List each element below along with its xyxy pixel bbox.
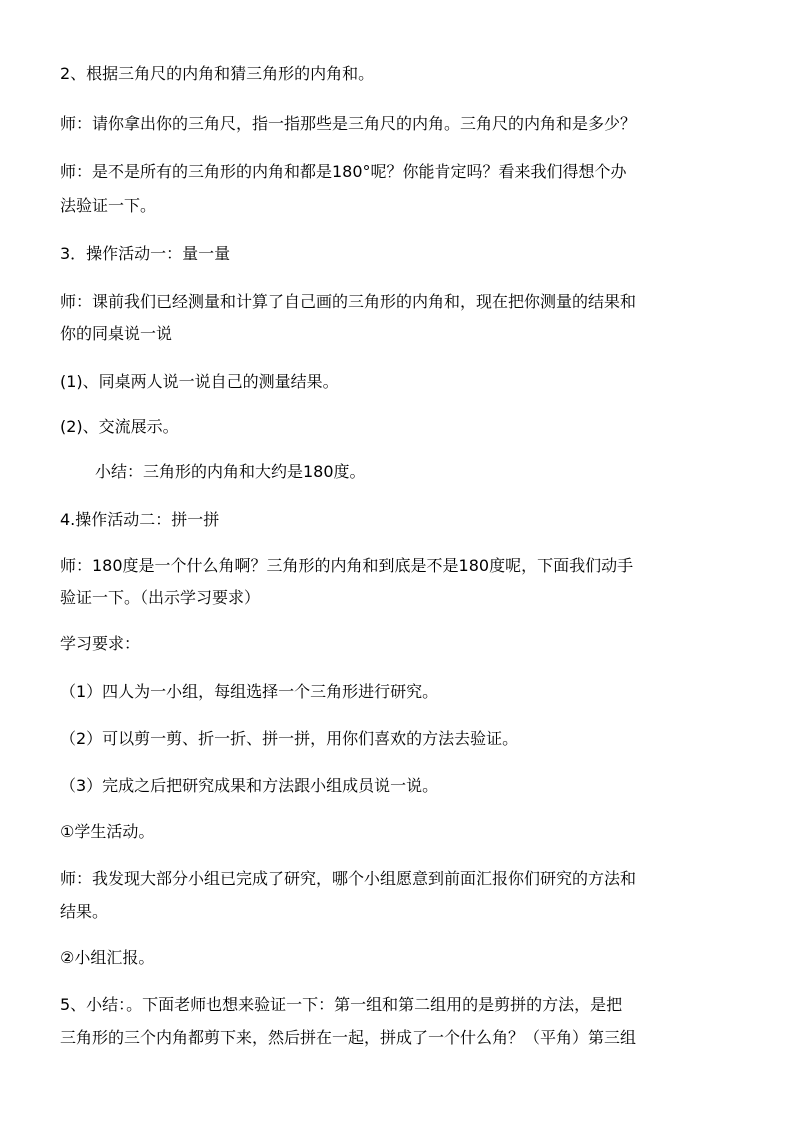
requirements-heading: 学习要求： [60,634,141,653]
paragraph-line: 法验证一下。 [60,196,157,215]
paragraph-line: 三角形的三个内角都剪下来，然后拼在一起，拼成了一个什么角？（平角）第三组 [60,1028,637,1047]
heading-step-3: 3．操作活动一：量一量 [60,244,231,263]
heading-step-4: 4.操作活动二：拼一拼 [60,510,220,529]
paragraph-line: 你的同桌说一说 [60,324,173,343]
paragraph-line: 师：我发现大部分小组已完成了研究，哪个小组愿意到前面汇报你们研究的方法和 [60,869,637,888]
requirement-item: （2）可以剪一剪、折一折、拼一拼，用你们喜欢的方法去验证。 [60,729,519,748]
paragraph-line: 结果。 [60,902,109,921]
heading-step-2: 2、根据三角尺的内角和猜三角形的内角和。 [60,64,375,83]
paragraph-line: 验证一下。（出示学习要求） [60,588,261,607]
requirement-item: （3）完成之后把研究成果和方法跟小组成员说一说。 [60,776,439,795]
activity-item: ②小组汇报。 [60,948,155,967]
list-item: (2)、交流展示。 [60,417,179,436]
paragraph-line: 师：请你拿出你的三角尺，指一指那些是三角尺的内角。三角尺的内角和是多少？ [60,114,637,133]
requirement-item: （1）四人为一小组，每组选择一个三角形进行研究。 [60,682,439,701]
summary-line: 小结：三角形的内角和大约是180度。 [95,462,366,481]
activity-item: ①学生活动。 [60,822,155,841]
heading-step-5: 5、小结：。下面老师也想来验证一下：第一组和第二组用的是剪拼的方法，是把 [60,995,623,1014]
paragraph-line: 师：是不是所有的三角形的内角和都是180°呢？你能肯定吗？看来我们得想个办 [60,162,627,181]
paragraph-line: 师：180度是一个什么角啊？三角形的内角和到底是不是180度呢，下面我们动手 [60,556,634,575]
paragraph-line: 师：课前我们已经测量和计算了自己画的三角形的内角和，现在把你测量的结果和 [60,292,637,311]
list-item: (1)、同桌两人说一说自己的测量结果。 [60,372,339,391]
